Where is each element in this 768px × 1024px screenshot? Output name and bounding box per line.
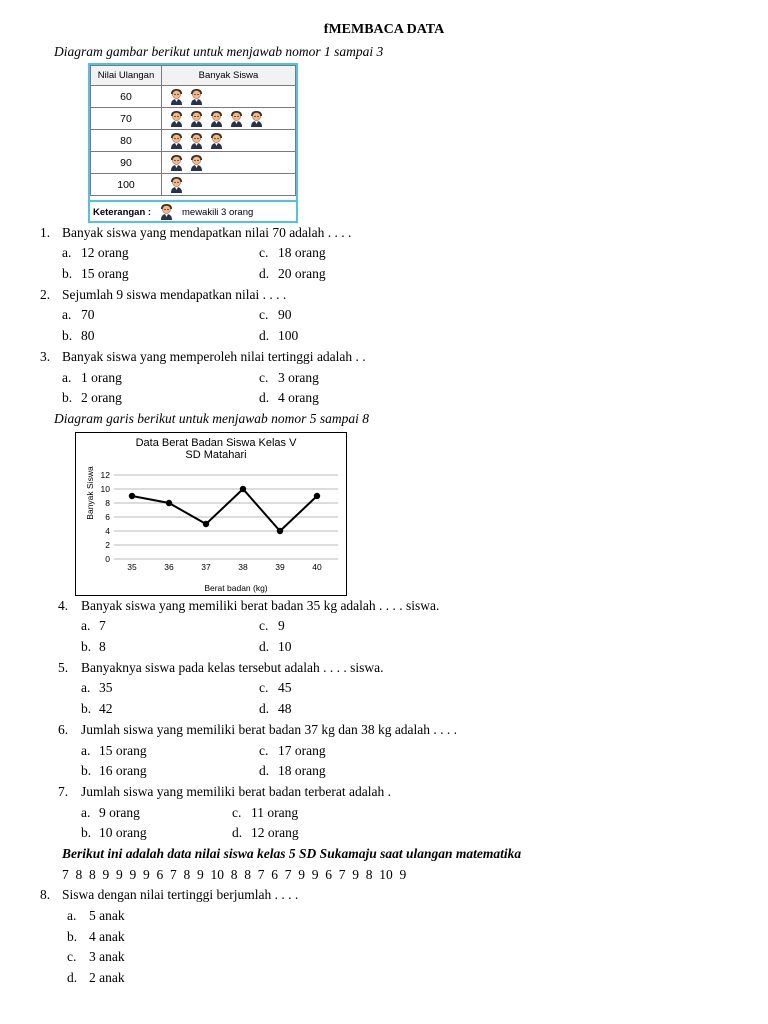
x-tick-label: 39 <box>275 562 285 572</box>
student-icon <box>168 110 185 128</box>
option-b-text[interactable]: 2 orang <box>81 390 122 405</box>
icon-cell <box>162 86 296 108</box>
student-icon <box>208 132 225 150</box>
x-tick-label: 38 <box>238 562 248 572</box>
icon-cell <box>162 130 296 152</box>
option-a-label: a. <box>62 245 72 260</box>
option-c-label: c. <box>67 949 77 964</box>
question-4-number: 4. <box>58 598 69 613</box>
option-d-text[interactable]: 4 orang <box>278 390 319 405</box>
nilai-cell: 60 <box>91 86 162 108</box>
table-row <box>91 86 296 108</box>
option-b-label: b. <box>67 929 78 944</box>
data-point <box>240 486 246 492</box>
option-d-label: d. <box>259 701 270 716</box>
data-point <box>166 500 172 506</box>
option-a-label: a. <box>67 908 77 923</box>
icon-cell <box>162 108 296 130</box>
option-c-label: c. <box>259 307 269 322</box>
option-b-label: b. <box>81 639 92 654</box>
option-d-text[interactable]: 48 <box>278 701 292 716</box>
table-row <box>91 130 296 152</box>
student-icon <box>188 132 205 150</box>
y-tick-label: 4 <box>105 526 110 536</box>
option-d-label: d. <box>232 825 243 840</box>
icon-cell <box>162 174 296 196</box>
question-8-number: 8. <box>40 887 51 902</box>
option-a-text[interactable]: 9 orang <box>99 805 140 820</box>
option-b-text[interactable]: 8 <box>99 639 106 654</box>
option-b-label: b. <box>62 266 73 281</box>
option-d-label: d. <box>259 266 270 281</box>
option-b-label: b. <box>81 701 92 716</box>
question-8-text: Siswa dengan nilai tertinggi berjumlah . . . . <box>62 887 299 902</box>
option-d-text[interactable]: 20 orang <box>278 266 326 281</box>
option-a-text[interactable]: 12 orang <box>81 245 129 260</box>
option-a-text[interactable]: 35 <box>99 680 113 695</box>
student-icon <box>248 110 265 128</box>
chart-title: Data Berat Badan Siswa Kelas V <box>135 437 297 449</box>
option-d-text[interactable]: 10 <box>278 639 292 654</box>
question-6-number: 6. <box>58 722 69 737</box>
table-row <box>91 174 296 196</box>
column-header-banyak-siswa: Banyak Siswa <box>162 66 296 86</box>
option-d-label: d. <box>259 763 270 778</box>
question-1-number: 1. <box>40 225 51 240</box>
option-b-text[interactable]: 16 orang <box>99 763 147 778</box>
student-icon <box>158 203 175 221</box>
student-icon <box>168 88 185 106</box>
pictograph-intro: Diagram gambar berikut untuk menjawab nomor 1 sampai 3 <box>54 44 384 59</box>
y-tick-label: 8 <box>105 498 110 508</box>
line-chart-intro: Diagram garis berikut untuk menjawab nomor 5 sampai 8 <box>54 411 369 426</box>
option-c-label: c. <box>259 680 269 695</box>
option-b-label: b. <box>81 825 92 840</box>
option-c-label: c. <box>259 618 269 633</box>
option-b-text[interactable]: 15 orang <box>81 266 129 281</box>
option-a-label: a. <box>62 307 72 322</box>
option-d-label: d. <box>67 970 78 985</box>
option-b-text[interactable]: 42 <box>99 701 113 716</box>
student-icon <box>168 154 185 172</box>
pictograph-table <box>88 63 298 223</box>
student-icon <box>168 176 185 194</box>
question-2-number: 2. <box>40 287 51 302</box>
question-4-text: Banyak siswa yang memiliki berat badan 35 kg adalah . . . . siswa. <box>81 598 440 613</box>
student-icon <box>188 88 205 106</box>
data-point <box>277 528 283 534</box>
option-a-label: a. <box>81 680 91 695</box>
option-c-text[interactable]: 9 <box>278 618 285 633</box>
option-c-label: c. <box>259 743 269 758</box>
option-c-text[interactable]: 3 anak <box>89 949 125 964</box>
option-c-text[interactable]: 3 orang <box>278 370 319 385</box>
option-d-text[interactable]: 2 anak <box>89 970 125 985</box>
option-c-label: c. <box>259 370 269 385</box>
question-3-text: Banyak siswa yang memperoleh nilai tertinggi adalah . . <box>62 349 366 364</box>
legend-label: Keterangan : <box>93 207 152 218</box>
question-5-text: Banyaknya siswa pada kelas tersebut adalah . . . . siswa. <box>81 660 384 675</box>
option-a-label: a. <box>81 618 91 633</box>
option-b-label: b. <box>81 763 92 778</box>
nilai-cell: 80 <box>91 130 162 152</box>
question-5-number: 5. <box>58 660 69 675</box>
y-tick-label: 2 <box>105 540 110 550</box>
series-line <box>132 489 317 531</box>
question-2-text: Sejumlah 9 siswa mendapatkan nilai . . . . <box>62 287 287 302</box>
data-point <box>129 493 135 499</box>
option-c-text[interactable]: 17 orang <box>278 743 326 758</box>
option-b-text[interactable]: 80 <box>81 328 95 343</box>
legend-text: mewakili 3 orang <box>182 207 254 218</box>
option-b-text[interactable]: 4 anak <box>89 929 125 944</box>
option-d-label: d. <box>259 639 270 654</box>
student-icon <box>168 132 185 150</box>
chart-subtitle: SD Matahari <box>185 449 247 461</box>
question-7-text: Jumlah siswa yang memiliki berat badan terberat adalah . <box>81 784 392 799</box>
option-c-label: c. <box>232 805 242 820</box>
x-tick-label: 37 <box>201 562 211 572</box>
option-b-label: b. <box>62 328 73 343</box>
option-c-text[interactable]: 18 orang <box>278 245 326 260</box>
x-tick-label: 40 <box>312 562 322 572</box>
option-c-text[interactable]: 11 orang <box>251 805 299 820</box>
nilai-cell: 70 <box>91 108 162 130</box>
question-3-number: 3. <box>40 349 51 364</box>
student-icon <box>228 110 245 128</box>
question-7-number: 7. <box>58 784 69 799</box>
x-tick-label: 36 <box>164 562 174 572</box>
option-a-text[interactable]: 5 anak <box>89 908 125 923</box>
line-chart-svg <box>76 433 346 595</box>
table-row <box>91 108 296 130</box>
option-b-label: b. <box>62 390 73 405</box>
student-icon <box>188 110 205 128</box>
y-tick-label: 6 <box>105 512 110 522</box>
option-a-text[interactable]: 70 <box>81 307 95 322</box>
data-values: 7 8 8 9 9 9 9 6 7 8 9 10 8 8 7 6 7 9 9 6 7 9 8 10 9 <box>62 867 407 882</box>
option-d-label: d. <box>259 328 270 343</box>
x-tick-label: 35 <box>127 562 137 572</box>
data-point <box>203 521 209 527</box>
question-6-text: Jumlah siswa yang memiliki berat badan 37 kg dan 38 kg adalah . . . . <box>81 722 458 737</box>
option-a-text[interactable]: 1 orang <box>81 370 122 385</box>
data-intro: Berikut ini adalah data nilai siswa kelas 5 SD Sukamaju saat ulangan matematika <box>62 846 522 861</box>
option-d-text[interactable]: 18 orang <box>278 763 326 778</box>
y-tick-label: 0 <box>105 554 110 564</box>
student-icon <box>188 154 205 172</box>
option-b-text[interactable]: 10 orang <box>99 825 147 840</box>
nilai-cell: 100 <box>91 174 162 196</box>
data-point <box>314 493 320 499</box>
line-chart <box>75 432 347 596</box>
table-row <box>91 152 296 174</box>
option-d-label: d. <box>259 390 270 405</box>
option-a-text[interactable]: 7 <box>99 618 106 633</box>
option-a-label: a. <box>81 743 91 758</box>
student-icon <box>208 110 225 128</box>
nilai-cell: 90 <box>91 152 162 174</box>
page-title: fMEMBACA DATA <box>323 22 445 37</box>
icon-cell <box>162 152 296 174</box>
option-c-label: c. <box>259 245 269 260</box>
option-d-text[interactable]: 12 orang <box>251 825 299 840</box>
option-a-label: a. <box>62 370 72 385</box>
question-1-text: Banyak siswa yang mendapatkan nilai 70 adalah . . . . <box>62 225 352 240</box>
option-c-text[interactable]: 45 <box>278 680 292 695</box>
pictograph-legend <box>90 200 296 224</box>
y-tick-label: 10 <box>100 484 110 494</box>
y-tick-label: 12 <box>100 470 110 480</box>
y-axis-label: Banyak Siswa <box>85 466 95 520</box>
option-d-text[interactable]: 100 <box>278 328 299 343</box>
x-axis-label: Berat badan (kg) <box>204 583 268 593</box>
option-a-text[interactable]: 15 orang <box>99 743 147 758</box>
option-c-text[interactable]: 90 <box>278 307 292 322</box>
option-a-label: a. <box>81 805 91 820</box>
column-header-nilai: Nilai Ulangan <box>91 66 162 86</box>
